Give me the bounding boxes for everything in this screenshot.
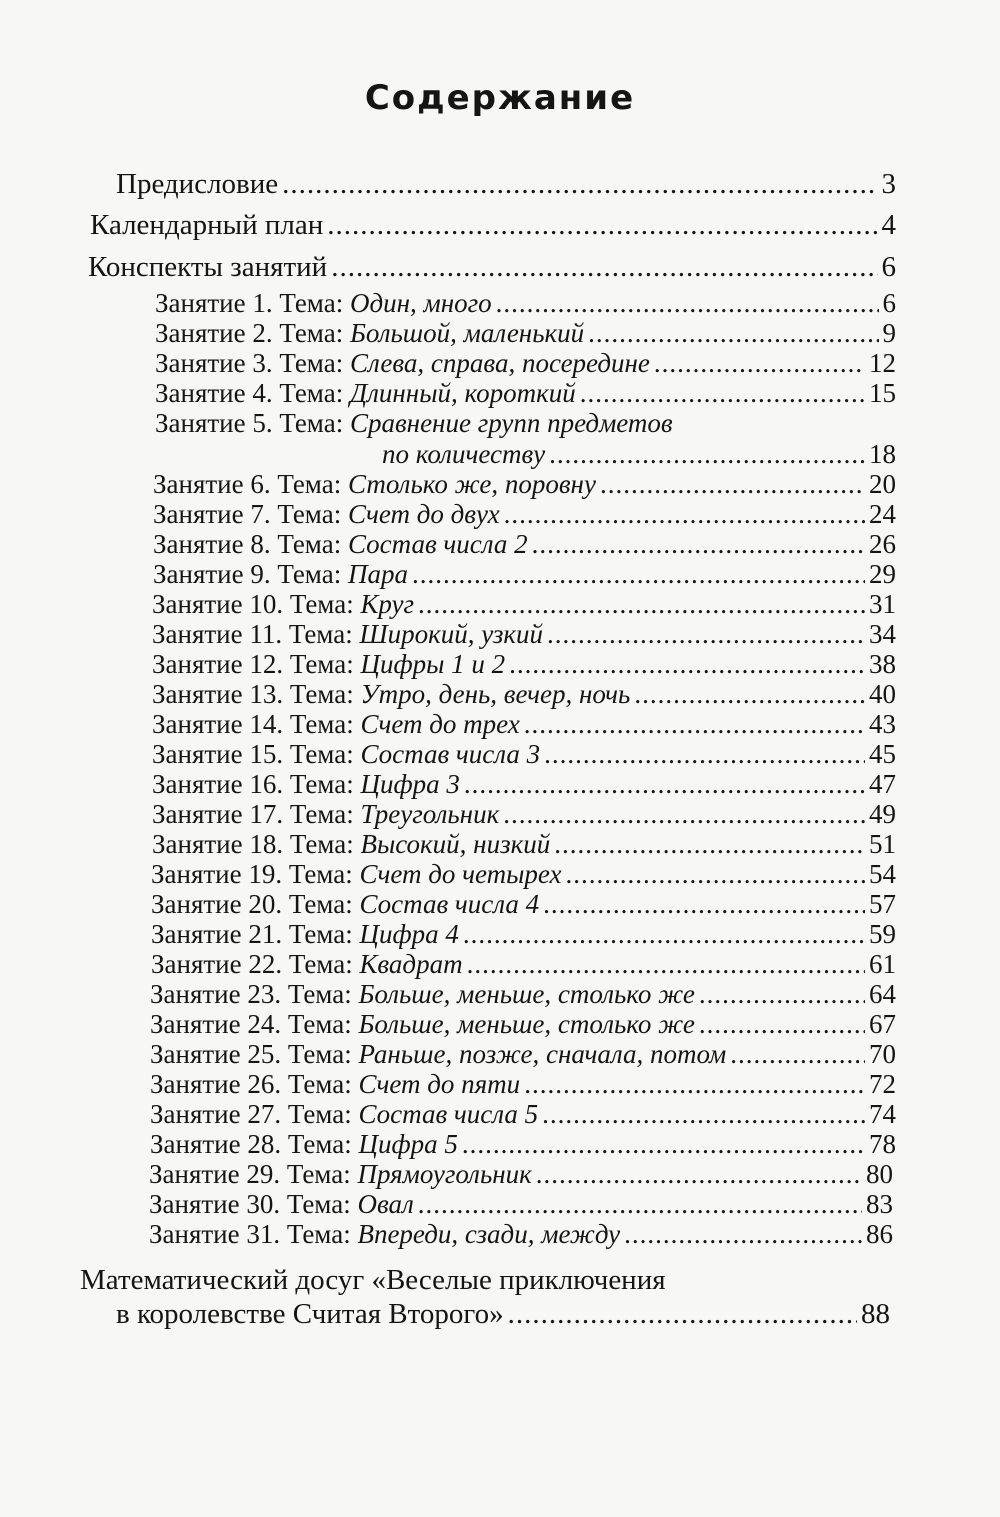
page-number: 38 (869, 649, 896, 679)
dot-leader (730, 1039, 865, 1069)
dot-leader (654, 348, 865, 378)
lesson-prefix: Занятие 16. Тема: (152, 769, 354, 799)
dot-leader (600, 469, 865, 499)
lesson-prefix: Занятие 29. Тема: (149, 1159, 351, 1189)
lesson-prefix: Занятие 19. Тема: (151, 859, 353, 889)
toc-lesson-row[interactable] (152, 769, 896, 799)
dot-leader (547, 619, 865, 649)
toc-lesson-row[interactable] (155, 378, 896, 408)
lesson-prefix: Занятие 21. Тема: (151, 919, 353, 949)
page-number: 29 (869, 559, 896, 589)
toc-lesson-row[interactable] (152, 589, 896, 619)
toc-entry-label: Конспекты занятий (88, 251, 328, 283)
page-number: 54 (869, 859, 896, 889)
lesson-topic: Длинный, короткий (349, 378, 576, 408)
lesson-topic: Круг (360, 589, 415, 619)
lesson-prefix: Занятие 20. Тема: (151, 889, 353, 919)
toc-lesson-row[interactable] (150, 1009, 896, 1039)
lesson-prefix: Занятие 11. Тема: (152, 619, 353, 649)
toc-lesson-row[interactable] (155, 288, 896, 318)
lesson-prefix: Занятие 6. Тема: (153, 469, 342, 499)
toc-entry-calendar-plan[interactable] (90, 207, 896, 243)
lesson-topic: Цифры 1 и 2 (360, 649, 506, 679)
lesson-prefix: Занятие 24. Тема: (150, 1009, 352, 1039)
dot-leader (503, 799, 865, 829)
lesson-prefix: Занятие 4. Тема: (155, 378, 344, 408)
page-number: 45 (869, 739, 896, 769)
page-number: 47 (869, 769, 896, 799)
lesson-topic: Состав числа 4 (359, 889, 540, 919)
dot-leader (327, 207, 877, 243)
toc-lesson-row[interactable] (149, 1159, 893, 1189)
toc-lesson-row[interactable] (150, 1039, 896, 1069)
lesson-prefix: Занятие 7. Тема: (153, 499, 342, 529)
page-number: 61 (869, 949, 896, 979)
toc-entry-label: Предисловие (116, 168, 279, 200)
lesson-prefix: Занятие 2. Тема: (155, 318, 344, 348)
toc-lesson-row[interactable] (151, 949, 896, 979)
page-number: 6 (882, 288, 896, 318)
page-number: 40 (869, 679, 896, 709)
page-number: 24 (869, 499, 896, 529)
lesson-prefix: Занятие 9. Тема: (153, 559, 342, 589)
lesson-topic: Треугольник (360, 799, 500, 829)
toc-lesson-row[interactable] (153, 529, 896, 559)
dot-leader (418, 589, 865, 619)
toc-lesson-row[interactable] (151, 859, 896, 889)
lesson-topic: Цифра 4 (359, 919, 459, 949)
toc-lesson-row[interactable] (149, 1189, 893, 1219)
page-number: 70 (869, 1039, 896, 1069)
page-number: 57 (869, 889, 896, 919)
dot-leader (549, 439, 865, 469)
dot-leader (634, 679, 865, 709)
lesson-prefix: Занятие 25. Тема: (150, 1039, 352, 1069)
lesson-prefix: Занятие 31. Тема: (149, 1219, 351, 1249)
dot-leader (544, 739, 865, 769)
dot-leader (509, 649, 865, 679)
lesson-prefix: Занятие 1. Тема: (155, 288, 344, 318)
dot-leader (418, 1189, 862, 1219)
page-number: 80 (866, 1159, 893, 1189)
toc-lesson-row[interactable] (152, 829, 896, 859)
toc-lesson-row[interactable] (153, 559, 896, 589)
lesson-topic: Счет до трех (360, 709, 520, 739)
lesson-prefix: Занятие 15. Тема: (152, 739, 354, 769)
lesson-topic: Столько же, поровну (347, 469, 596, 499)
lesson-prefix: Занятие 22. Тема: (151, 949, 353, 979)
lesson-topic: Состав числа 2 (347, 529, 528, 559)
lesson-topic: Состав числа 5 (358, 1099, 539, 1129)
toc-lesson-row[interactable] (151, 889, 896, 919)
lesson-prefix: Занятие 23. Тема: (150, 979, 352, 1009)
lesson-prefix: Занятие 26. Тема: (150, 1069, 352, 1099)
dot-leader (536, 1159, 862, 1189)
page-number: 78 (869, 1129, 896, 1159)
lesson-topic: Большой, маленький (349, 318, 585, 348)
page-number: 59 (869, 919, 896, 949)
page-number: 88 (861, 1298, 890, 1330)
lesson-topic: Утро, день, вечер, ночь (360, 679, 631, 709)
lesson-topic: Квадрат (359, 949, 463, 979)
lesson-prefix: Занятие 17. Тема: (152, 799, 354, 829)
dot-leader (554, 829, 865, 859)
lesson-topic: Счет до пяти (358, 1069, 521, 1099)
page-title: Содержание (364, 78, 636, 118)
page-number: 31 (869, 589, 896, 619)
toc-entry-lesson-notes[interactable] (88, 249, 896, 285)
lesson-topic: Овал (357, 1189, 414, 1219)
toc-entry-math-leisure-line1[interactable]: Математический досуг «Веселые приключения (80, 1264, 666, 1296)
toc-lesson-row[interactable] (153, 499, 896, 529)
toc-lesson-row[interactable] (153, 469, 896, 499)
toc-entry-label: в королевстве Считая Второго» (116, 1298, 504, 1330)
lesson-topic: Один, много (349, 288, 492, 318)
dot-leader (532, 529, 865, 559)
toc-lesson-row[interactable] (151, 919, 896, 949)
page-number: 15 (869, 378, 896, 408)
toc-lesson-row[interactable] (152, 679, 896, 709)
lesson-prefix: Занятие 10. Тема: (152, 589, 354, 619)
lesson-topic: Слева, справа, посередине (349, 348, 650, 378)
toc-entry-label: Календарный план (90, 209, 324, 241)
toc-lesson-row[interactable] (152, 799, 896, 829)
toc-lesson-row[interactable] (150, 979, 896, 1009)
lesson-prefix: Занятие 3. Тема: (155, 348, 344, 378)
lesson-prefix: Занятие 28. Тема: (150, 1129, 352, 1159)
dot-leader (282, 166, 877, 202)
dot-leader (524, 709, 865, 739)
lesson-prefix: Занятие 5. Тема: (155, 408, 344, 438)
page-number: 72 (869, 1069, 896, 1099)
page-number: 3 (881, 168, 896, 200)
toc-lesson-row[interactable] (150, 1129, 896, 1159)
dot-leader (467, 949, 865, 979)
page-number: 67 (869, 1009, 896, 1039)
dot-leader (624, 1219, 862, 1249)
toc-lesson-row[interactable] (152, 739, 896, 769)
toc-entry-math-leisure-line2[interactable] (116, 1296, 890, 1332)
toc-lesson-row[interactable] (150, 1069, 896, 1099)
lesson-topic: Цифра 3 (360, 769, 460, 799)
lesson-prefix: Занятие 14. Тема: (152, 709, 354, 739)
page-number: 51 (869, 829, 896, 859)
page-number: 49 (869, 799, 896, 829)
lesson-topic: Прямоугольник (357, 1159, 532, 1189)
lesson-topic: Счет до четырех (359, 859, 562, 889)
lesson-topic: Сравнение групп предметов (349, 408, 673, 438)
page-number: 74 (869, 1099, 896, 1129)
toc-entry-preface[interactable] (116, 166, 896, 202)
lesson-prefix: Занятие 18. Тема: (152, 829, 354, 859)
lesson-topic: Впереди, сзади, между (357, 1219, 621, 1249)
lesson-topic-continued: по количеству (382, 439, 546, 469)
dot-leader (699, 979, 865, 1009)
lesson-prefix: Занятие 12. Тема: (152, 649, 354, 679)
dot-leader (508, 1296, 857, 1332)
lesson-prefix: Занятие 8. Тема: (153, 529, 342, 559)
page-number: 64 (869, 979, 896, 1009)
page-number: 26 (869, 529, 896, 559)
dot-leader (504, 499, 865, 529)
lesson-topic: Больше, меньше, столько же (358, 979, 695, 1009)
lesson-topic: Состав числа 3 (360, 739, 541, 769)
lesson-topic: Цифра 5 (358, 1129, 458, 1159)
lesson-topic: Высокий, низкий (360, 829, 551, 859)
page-number: 83 (866, 1189, 893, 1219)
lesson-topic: Широкий, узкий (359, 619, 544, 649)
dot-leader (542, 1099, 865, 1129)
lesson-topic: Счет до двух (347, 499, 500, 529)
toc-lesson-row[interactable] (152, 709, 896, 739)
page-number: 86 (866, 1219, 893, 1249)
lesson-prefix: Занятие 30. Тема: (149, 1189, 351, 1219)
dot-leader (524, 1069, 865, 1099)
dot-leader (463, 919, 865, 949)
page-number: 20 (869, 469, 896, 499)
lesson-prefix: Занятие 13. Тема: (152, 679, 354, 709)
toc-lesson-row-line1[interactable] (155, 408, 673, 438)
page-number: 43 (869, 709, 896, 739)
lesson-topic: Раньше, позже, сначала, потом (358, 1039, 727, 1069)
dot-leader (543, 889, 865, 919)
dot-leader (496, 288, 879, 318)
page-number: 18 (869, 439, 896, 469)
dot-leader (580, 378, 865, 408)
dot-leader (412, 559, 865, 589)
lesson-prefix: Занятие 27. Тема: (150, 1099, 352, 1129)
toc-lesson-row-line2[interactable] (382, 439, 896, 469)
toc-lesson-row[interactable] (152, 619, 896, 649)
dot-leader (464, 769, 865, 799)
toc-lesson-row[interactable] (150, 1099, 896, 1129)
lesson-topic: Пара (347, 559, 408, 589)
dot-leader (566, 859, 865, 889)
lesson-topic: Больше, меньше, столько же (358, 1009, 695, 1039)
toc-lesson-row[interactable] (155, 318, 896, 348)
page-number: 9 (882, 318, 896, 348)
toc-lesson-row[interactable] (155, 348, 896, 378)
page-number: 34 (869, 619, 896, 649)
page-number: 4 (881, 209, 896, 241)
page-number: 12 (869, 348, 896, 378)
dot-leader (331, 249, 877, 285)
toc-lesson-row[interactable] (149, 1219, 893, 1249)
dot-leader (462, 1129, 865, 1159)
dot-leader (699, 1009, 865, 1039)
toc-lesson-row[interactable] (152, 649, 896, 679)
page-number: 6 (881, 251, 896, 283)
dot-leader (588, 318, 878, 348)
